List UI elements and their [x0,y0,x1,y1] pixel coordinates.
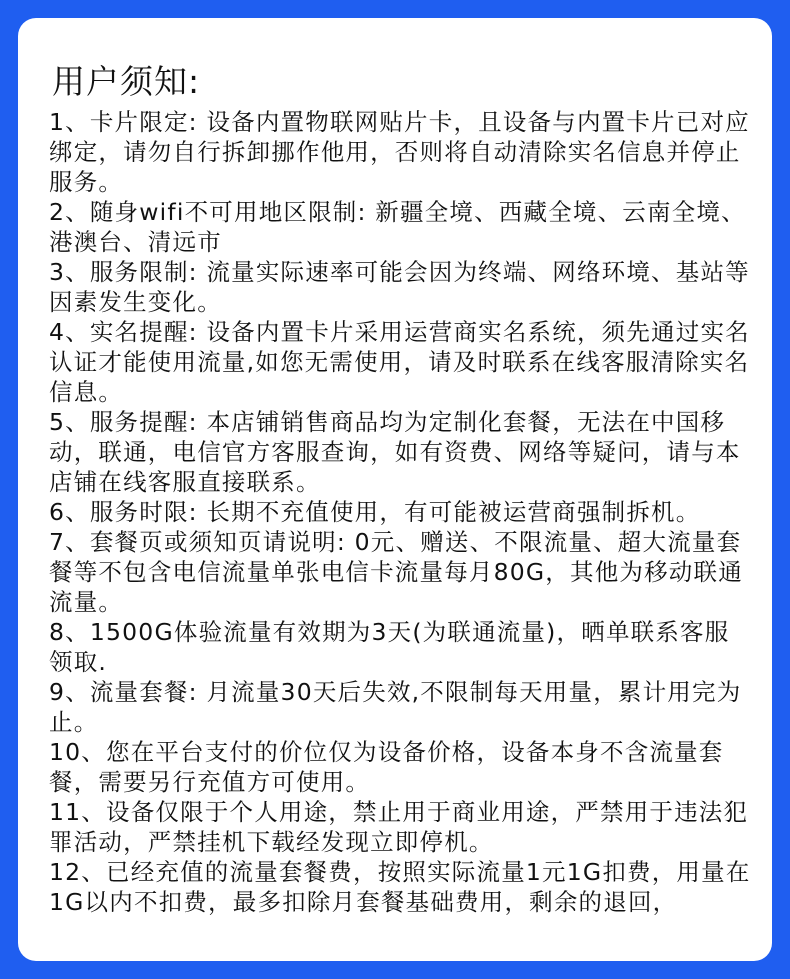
notice-item-11: 11、设备仅限于个人用途，禁止用于商业用途，严禁用于违法犯罪活动，严禁挂机下载经发现立即停机。 [49,798,749,856]
notice-item-3: 3、服务限制: 流量实际速率可能会因为终端、网络环境、基站等因素发生变化。 [49,258,750,316]
notice-item-4: 4、实名提醒: 设备内置卡片采用运营商实名系统，须先通过实名认证才能使用流量,如您无需使用，请及时联系在线客服清除实名信息。 [49,318,750,406]
notice-item-12: 12、已经充值的流量套餐费，按照实际流量1元1G扣费，用量在 1G以内不扣费，最多扣除月套餐基础费用，剩余的退回， [49,858,751,916]
notice-item-2: 2、随身wifi不可用地区限制: 新疆全境、西藏全境、云南全境、港澳台、清远市 [49,198,746,256]
notice-card [18,18,772,961]
notice-title: 用户须知: [52,62,201,101]
notice-item-7: 7、套餐页或须知页请说明: 0元、赠送、不限流量、超大流量套餐等不包含电信流量单张电信卡流量每月80G，其他为移动联通流量。 [49,528,743,616]
notice-list [49,107,753,917]
notice-item-6: 6、服务时限: 长期不充值使用，有可能被运营商强制拆机。 [49,498,701,526]
notice-item-10: 10、您在平台支付的价位仅为设备价格，设备本身不含流量套餐，需要另行充值方可使用。 [49,738,724,796]
notice-item-8: 8、1500G体验流量有效期为3天(为联通流量)，晒单联系客服领取. [49,618,730,676]
notice-item-9: 9、流量套餐: 月流量30天后失效,不限制每天用量，累计用完为止。 [49,678,742,736]
notice-item-1: 1、卡片限定: 设备内置物联网贴片卡，且设备与内置卡片已对应绑定，请勿自行拆卸挪作他用，否则将自动清除实名信息并停止服务。 [49,108,750,196]
notice-item-5: 5、服务提醒: 本店铺销售商品均为定制化套餐，无法在中国移动，联通，电信官方客服查询，如有资费、网络等疑问，请与本店铺在线客服直接联系。 [49,408,741,496]
